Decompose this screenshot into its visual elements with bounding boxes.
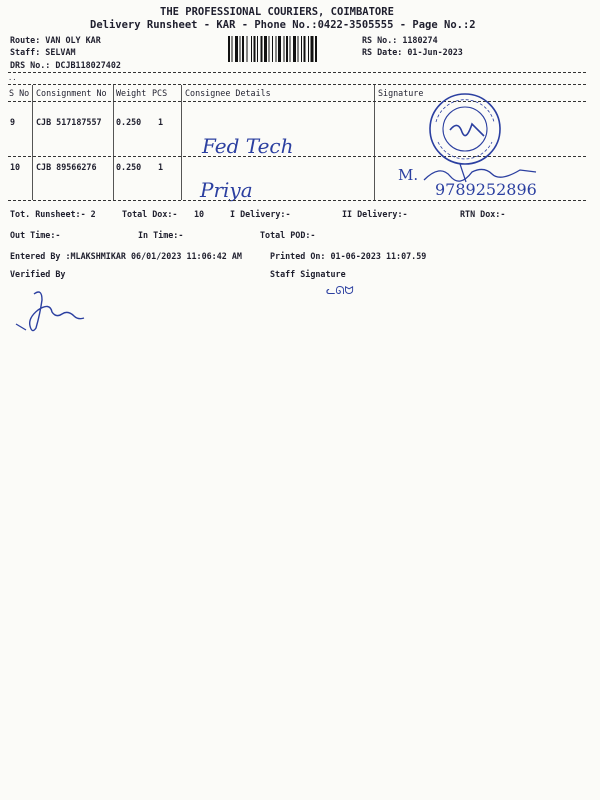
handwritten-consignee: Fed Tech	[202, 134, 294, 158]
col-consignment: Consignment No	[36, 88, 107, 98]
barcode-bar	[247, 36, 248, 62]
barcode-bar	[286, 36, 288, 62]
out-time: Out Time:-	[10, 230, 61, 240]
barcode-bar	[278, 36, 281, 62]
total-runsheet: Tot. Runsheet:- 2	[10, 209, 96, 219]
barcode-bar	[293, 36, 296, 62]
barcode-bar	[298, 36, 299, 62]
divider	[8, 200, 586, 201]
row-weight: 0.250	[116, 162, 142, 172]
stray-mark: ..	[8, 74, 17, 82]
barcode-bar	[308, 36, 309, 62]
column-rule	[113, 85, 114, 200]
barcode-bar	[301, 36, 302, 62]
col-sno: S No	[9, 88, 30, 98]
divider	[8, 84, 586, 85]
barcode-bar	[315, 36, 317, 62]
row-pcs: 1	[158, 162, 164, 172]
total-dox-value: 10	[194, 209, 205, 219]
row-consignment: CJB 517187557	[36, 117, 102, 127]
rtn-dox: RTN Dox:-	[460, 209, 506, 219]
total-dox-label: Total Dox:-	[122, 209, 178, 219]
handwritten-phone: 9789252896	[435, 180, 537, 199]
column-rule	[181, 85, 182, 200]
company-stamp	[428, 92, 502, 166]
barcode-bar	[284, 36, 285, 62]
drs-number: DRS No.: DCJB118027402	[10, 60, 121, 70]
col-signature: Signature	[378, 88, 424, 98]
barcode-bar	[276, 36, 277, 62]
row-weight: 0.250	[116, 117, 142, 127]
staff-signature-label: Staff Signature	[270, 269, 346, 279]
ii-delivery: II Delivery:-	[342, 209, 408, 219]
barcode-bar	[254, 36, 256, 62]
col-pcs: PCS	[152, 88, 168, 98]
handwritten-consignee: Priya	[200, 178, 253, 202]
staff-signature-mark: ᓚᘏᗢ	[326, 284, 354, 297]
delivery-signature	[420, 160, 540, 186]
runsheet-title: Delivery Runsheet - KAR - Phone No.:0422-3505555 - Page No.:2	[90, 19, 476, 31]
printed-on: Printed On: 01-06-2023 11:07.59	[270, 251, 427, 261]
barcode-bar	[269, 36, 270, 62]
in-time: In Time:-	[138, 230, 184, 240]
route: Route: VAN OLY KAR	[10, 35, 101, 45]
barcode-bar	[261, 36, 263, 62]
divider	[8, 72, 586, 73]
verified-by: Verified By	[10, 269, 66, 279]
row-sno: 9	[10, 117, 16, 127]
barcode-bar	[264, 36, 267, 62]
verifier-signature	[12, 288, 102, 336]
row-sno: 10	[10, 162, 21, 172]
rs-date: RS Date: 01-Jun-2023	[362, 47, 463, 57]
handwritten-initial: M.	[398, 166, 419, 184]
company-name: THE PROFESSIONAL COURIERS, COIMBATORE	[160, 6, 394, 18]
barcode-bar	[240, 36, 241, 62]
barcode-bar	[232, 36, 233, 62]
row-consignment: CJB 89566276	[36, 162, 97, 172]
barcode-bar	[235, 36, 238, 62]
barcode-bar	[257, 36, 258, 62]
row-pcs: 1	[158, 117, 164, 127]
barcode-bar	[290, 36, 291, 62]
total-pod: Total POD:-	[260, 230, 316, 240]
entered-by: Entered By :MLAKSHMIKAR 06/01/2023 11:06:42 AM	[10, 251, 242, 261]
barcode-bar	[304, 36, 306, 62]
barcode-bar	[228, 36, 230, 62]
column-rule	[374, 85, 375, 200]
barcode-bar	[272, 36, 273, 62]
barcode	[228, 36, 356, 62]
barcode-bar	[311, 36, 314, 62]
column-rule	[32, 85, 33, 200]
col-weight: Weight	[116, 88, 147, 98]
i-delivery: I Delivery:-	[230, 209, 291, 219]
rs-number: RS No.: 1180274	[362, 35, 438, 45]
barcode-bar	[242, 36, 244, 62]
barcode-bar	[251, 36, 252, 62]
staff-name: Staff: SELVAM	[10, 47, 76, 57]
col-consignee: Consignee Details	[185, 88, 271, 98]
